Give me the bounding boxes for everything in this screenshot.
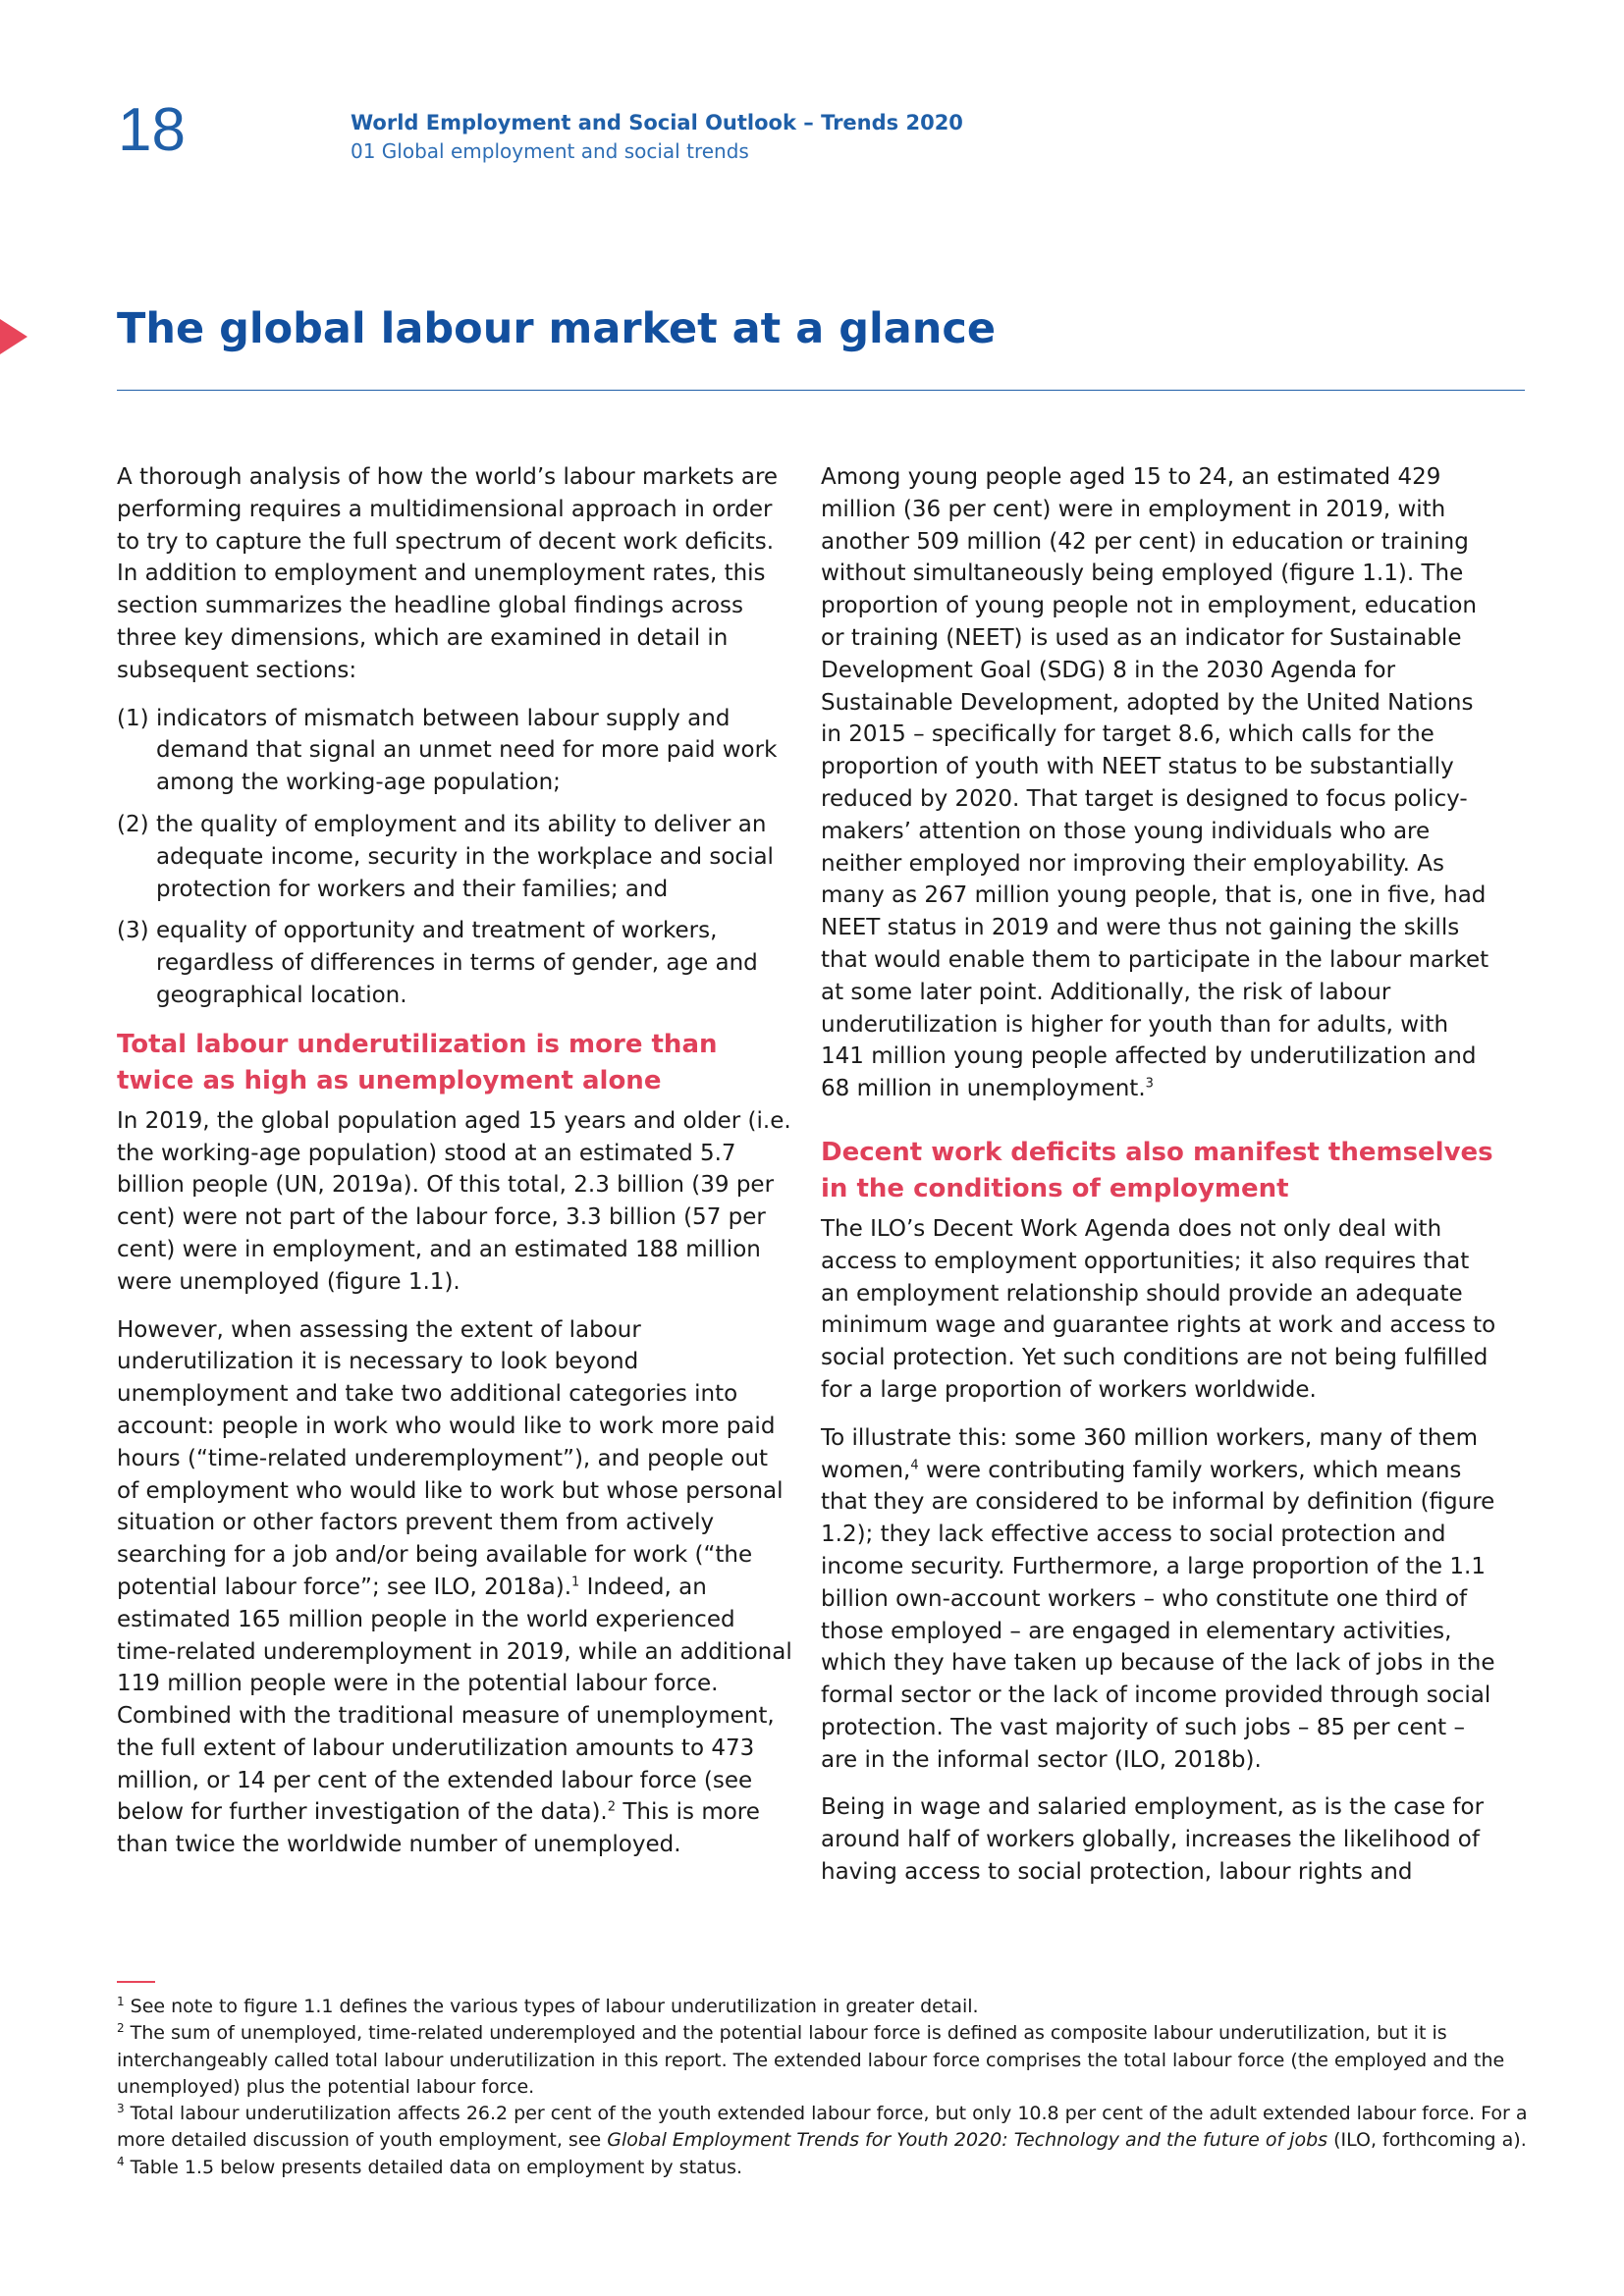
subheading-decent-work: Decent work deficits also manifest themselves in the conditions of employment xyxy=(821,1137,1493,1203)
list-item-number: (1) xyxy=(117,705,149,731)
dimensions-list xyxy=(117,703,794,1012)
footnote: $^2$ The sum of unemployed, time-related underemployed and the potential labour force is defined as composite labour underutilization, but it is interchangeably called total labour underutilization in this report. The extended labour force comprises the total labour force (the employed and the unemployed) plus the potential labour force. xyxy=(117,2020,1505,2098)
list-item-number: (2) xyxy=(117,811,149,837)
list-item xyxy=(117,915,794,1011)
list-item-text: equality of opportunity and treatment of workers, regardless of differences in terms of gender, age and geographical location. xyxy=(156,918,758,1008)
footnote: $^3$ Total labour underutilization affects 26.2 per cent of the youth extended labour force, but only 10.8 per cent of the adult extended labour force. For a more detailed discussion of youth employment, see Global Employment Trends for Youth 2020: Technology and the future of jobs (ILO, forthcoming a). xyxy=(117,2101,1528,2152)
page-title: The global labour market at a glance xyxy=(117,304,997,353)
report-title: World Employment and Social Outlook – Trends 2020 xyxy=(351,111,963,134)
paragraph-population: In 2019, the global population aged 15 years and older (i.e. the working-age population) stood at an estimated 5.7 billion people (UN, 2019a). Of this total, 2.3 billion (39 per cent) were not part of the labour force, 3.3 billion (57 per cent) were in employment, and an estimated 188 million were unemployed (figure 1.1). xyxy=(117,1107,791,1295)
paragraph-youth: Among young people aged 15 to 24, an estimated 429 million (36 per cent) were in employment in 2019, with another 509 million (42 per cent) in education or training without simultaneously being employed (figure 1.1). The proportion of young people not in employment, education or training (NEET) is used as an indicator for Sustainable Development Goal (SDG) 8 in the 2030 Agenda for Sustainable Development, adopted by the United Nations in 2015 – specifically for target 8.6, which calls for the proportion of youth with NEET status to be substantially reduced by 2020. That target is designed to focus policy-makers’ attention on those young individuals who are neither employed nor improving their employability. As many as 267 million young people, that is, one in five, had NEET status in 2019 and were thus not gaining the skills that would enable them to participate in the labour market at some later point. Additionally, the risk of labour underutilization is higher for youth than for adults, with 141 million young people affected by underutilization and 68 million in unemployment.$^3$ xyxy=(821,464,1489,1102)
page-number: 18 xyxy=(118,96,186,164)
footnote: $^1$ See note to figure 1.1 defines the various types of labour underutilization in greater detail. xyxy=(117,1994,979,2017)
footnote-ref[interactable]: 2 xyxy=(607,1799,617,1815)
list-item-number: (3) xyxy=(117,918,149,944)
chapter-subtitle: 01 Global employment and social trends xyxy=(351,139,749,163)
paragraph-underutilization: However, when assessing the extent of labour underutilization it is necessary to look beyond unemployment and take two additional categories into account: people in work who would like to work more paid hours (“time-related underemployment”), and people out of employment who would like to work but whose personal situation or other factors prevent them from actively searching for a job and/or being available for work (“the potential labour force”; see ILO, 2018a).$^1$ Indeed, an estimated 165 million people in the world experienced time-related underemployment in 2019, while an additional 119 million people were in the potential labour force. Combined with the traditional measure of unemployment, the full extent of labour underutilization amounts to 473 million, or 14 per cent of the extended labour force (see below for further investigation of the data).$^2$ This is more than twice the worldwide number of unemployed. xyxy=(117,1316,792,1858)
section-marker-triangle-icon xyxy=(0,319,27,354)
footnote: $^4$ Table 1.5 below presents detailed data on employment by status. xyxy=(117,2155,743,2178)
paragraph-decent-work: The ILO’s Decent Work Agenda does not only deal with access to employment opportunities; it also requires that an employment relationship should provide an adequate minimum wage and guarantee rights at work and access to social protection. Yet such conditions are not being fulfilled for a large proportion of workers worldwide. xyxy=(821,1215,1496,1403)
left-column xyxy=(117,461,794,1877)
subheading-underutilization: Total labour underutilization is more than twice as high as unemployment alone xyxy=(117,1029,718,1095)
list-item xyxy=(117,703,794,799)
paragraph-wage-employment: Being in wage and salaried employment, as is the case for around half of workers globally, increases the likelihood of having access to social protection, labour rights and xyxy=(821,1794,1485,1886)
list-item xyxy=(117,809,794,905)
intro-paragraph: A thorough analysis of how the world’s labour markets are performing requires a multidimensional approach in order to try to capture the full spectrum of decent work deficits. In addition to employment and unemployment rates, this section summarizes the headline global findings across three key dimensions, which are examined in detail in subsequent sections: xyxy=(117,464,779,683)
list-item-text: the quality of employment and its ability to deliver an adequate income, security in the workplace and social protection for workers and their families; and xyxy=(156,811,774,902)
footnote-divider xyxy=(117,1981,155,1983)
footnote-ref[interactable]: 1 xyxy=(571,1575,580,1590)
paragraph-informal: To illustrate this: some 360 million workers, many of them women,$^4$ were contributing family workers, which means that they are considered to be informal by definition (figure 1.2); they lack effective access to social protection and income security. Furthermore, a large proportion of the 1.1 billion own-account workers – who constitute one third of those employed – are engaged in elementary activities, which they have taken up because of the lack of jobs in the formal sector or the lack of income provided through social protection. The vast majority of such jobs – 85 per cent – are in the informal sector (ILO, 2018b). xyxy=(821,1424,1495,1773)
publication-title: Global Employment Trends for Youth 2020: Technology and the future of jobs xyxy=(607,2129,1328,2152)
footnotes xyxy=(117,1994,1531,2181)
title-divider xyxy=(117,390,1525,391)
footnote-ref[interactable]: 3 xyxy=(1145,1076,1154,1092)
right-column xyxy=(821,461,1498,1904)
footnote-ref[interactable]: 4 xyxy=(910,1457,919,1472)
list-item-text: indicators of mismatch between labour supply and demand that signal an unmet need for more paid work among the working-age population; xyxy=(156,705,778,796)
